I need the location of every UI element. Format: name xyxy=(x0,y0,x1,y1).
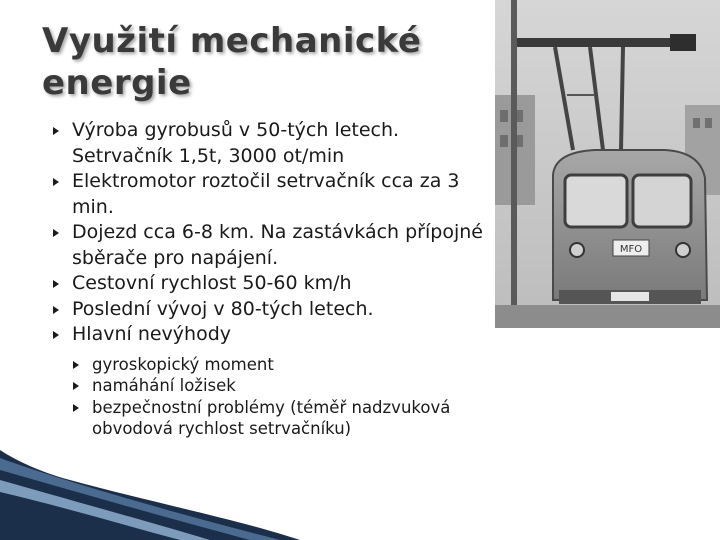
bullet-arrow-icon xyxy=(52,229,60,237)
sub-bullet-item xyxy=(72,354,502,376)
sub-bullet-list xyxy=(72,354,502,440)
sub-bullet-item xyxy=(72,397,502,440)
bullet-arrow-icon xyxy=(52,331,60,339)
bullet-item xyxy=(52,322,502,440)
bullet-text: Poslední vývoj v 80-tých letech. xyxy=(72,297,374,320)
bullet-arrow-icon xyxy=(72,404,80,412)
bullet-arrow-icon xyxy=(52,178,60,186)
bullet-text: Dojezd cca 6-8 km. Na zastávkách přípojné sběrače pro napájení. xyxy=(72,221,483,269)
bullet-item xyxy=(52,271,502,297)
bullet-list xyxy=(52,118,502,440)
bullet-arrow-icon xyxy=(72,361,80,369)
sub-bullet-text: gyroskopický moment xyxy=(92,354,274,374)
sub-bullet-item xyxy=(72,375,502,397)
gyrobus-photo xyxy=(495,0,720,328)
bullet-arrow-icon xyxy=(52,306,60,314)
slide-title: Využití mechanické energie xyxy=(42,21,422,103)
bullet-item xyxy=(52,169,502,220)
bullet-arrow-icon xyxy=(52,280,60,288)
bullet-arrow-icon xyxy=(52,127,60,135)
sub-bullet-text: bezpečnostní problémy (téměř nadzvuková obvodová rychlost setrvačníku) xyxy=(92,397,451,438)
bullet-item xyxy=(52,220,502,271)
bullet-text: Cestovní rychlost 50-60 km/h xyxy=(72,272,352,294)
bullet-arrow-icon xyxy=(72,382,80,390)
bullet-item xyxy=(52,118,502,169)
sub-bullet-text: namáhání ložisek xyxy=(92,376,236,395)
bullet-text: Výroba gyrobusů v 50-tých letech. Setrvačník 1,5t, 3000 ot/min xyxy=(72,119,400,167)
bus-sign-text: MFO xyxy=(619,244,643,255)
bullet-text: Elektromotor roztočil setrvačník cca za 3 min. xyxy=(72,170,460,218)
bullet-text: Hlavní nevýhody xyxy=(72,323,232,345)
bullet-item xyxy=(52,297,502,323)
corner-swoosh-decoration xyxy=(0,450,720,540)
